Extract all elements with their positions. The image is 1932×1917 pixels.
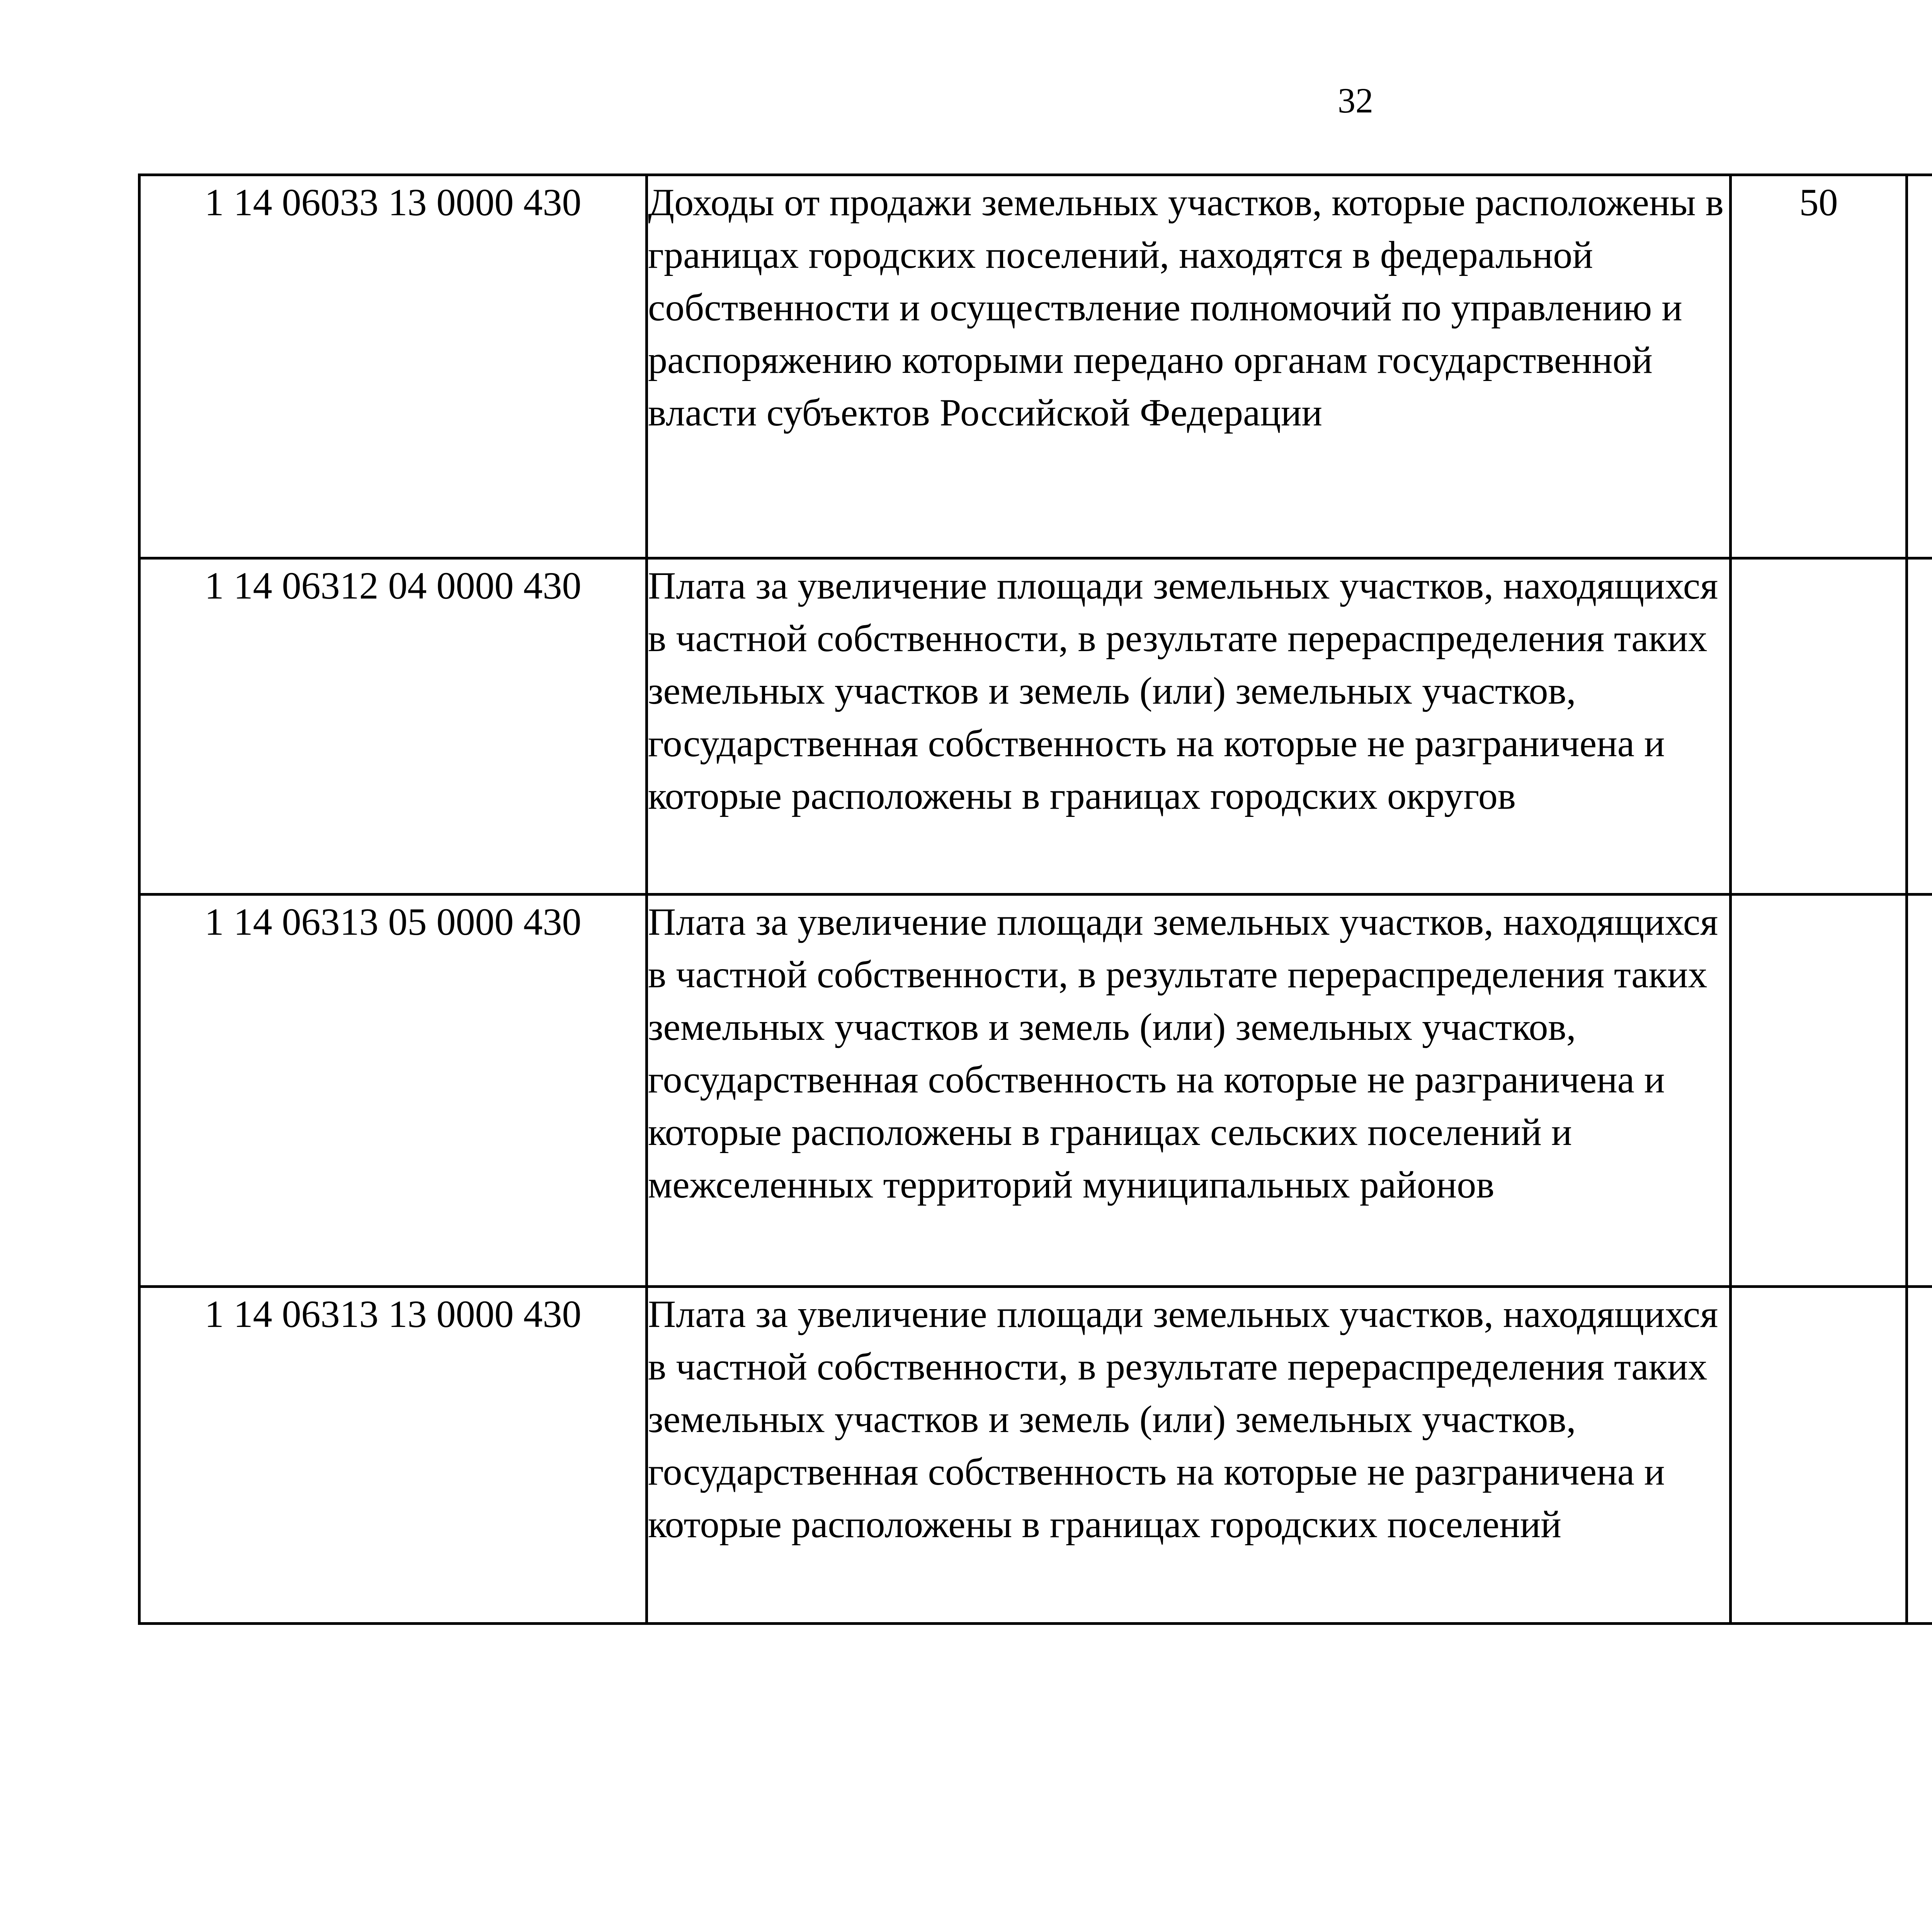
share-cell-2 xyxy=(1907,895,1932,1287)
page-number: 32 xyxy=(1338,81,1373,120)
revenue-description: Плата за увеличение площади земельных участков, находящихся в частной собственности, в результате перераспределения таких земельных участков и земель (или) земельных участков, государственная собственность на которые не разграничена и которые расположены в границах городских округов xyxy=(647,558,1731,895)
revenue-description: Плата за увеличение площади земельных участков, находящихся в частной собственности, в результате перераспределения таких земельных участков и земель (или) земельных участков, государственная собственность на которые не разграничена и которые расположены в границах городских поселений xyxy=(647,1287,1731,1624)
budget-classification-code: 1 14 06312 04 0000 430 xyxy=(139,558,647,895)
share-cell-2 xyxy=(1907,1287,1932,1624)
budget-classification-code: 1 14 06313 13 0000 430 xyxy=(139,1287,647,1624)
share-cell-1 xyxy=(1731,895,1907,1287)
share-cell-2 xyxy=(1907,175,1932,558)
revenue-description: Доходы от продажи земельных участков, которые расположены в границах городских поселений, находятся в федеральной собственности и осуществление полномочий по управлению и распоряжению которыми передано органам государственной власти субъектов Российской Федерации xyxy=(647,175,1731,558)
table-row xyxy=(139,895,1932,1287)
budget-classification-code: 1 14 06033 13 0000 430 xyxy=(139,175,647,558)
budget-classification-code: 1 14 06313 05 0000 430 xyxy=(139,895,647,1287)
revenue-description: Плата за увеличение площади земельных участков, находящихся в частной собственности, в результате перераспределения таких земельных участков и земель (или) земельных участков, государственная собственность на которые не разграничена и которые расположены в границах сельских поселений и межселенных территорий муниципальных районов xyxy=(647,895,1731,1287)
share-cell-1 xyxy=(1731,558,1907,895)
share-cell-1 xyxy=(1731,1287,1907,1624)
revenue-distribution-table xyxy=(138,173,1932,1625)
table-row xyxy=(139,175,1932,558)
share-cell-1: 50 xyxy=(1731,175,1907,558)
share-cell-2 xyxy=(1907,558,1932,895)
table-row xyxy=(139,1287,1932,1624)
table-row xyxy=(139,558,1932,895)
